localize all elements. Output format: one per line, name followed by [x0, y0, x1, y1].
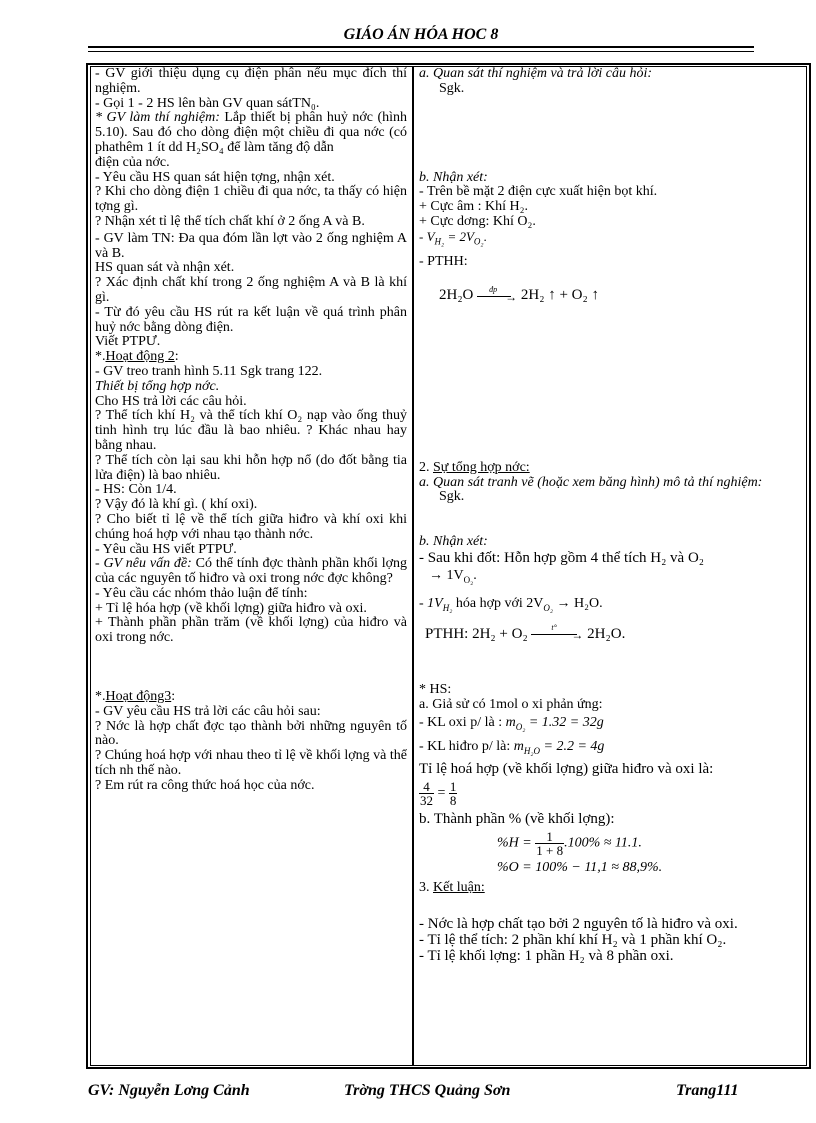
left-line: ? Vậy đó là khí gì. ( khí oxi). [95, 497, 258, 513]
teacher-activity-column [95, 67, 407, 794]
left-line: ? Nớc là hợp chất đợc tạo thành bởi những nguyên tố nào. [95, 718, 407, 749]
synthesis-heading: 2. Sự tổng hợp nớc: [419, 459, 530, 475]
hydrogen-percent: %H = $\frac{1}{1 + 8}$ .100% ≈ 11.1. [497, 828, 642, 858]
left-line: điện của nớc. [95, 154, 170, 170]
school-name: Trờng THCS Quảng Sơn [344, 1082, 511, 1099]
left-line: - GV làm TN: Đa qua đóm lần lợt vào 2 ống nghiệm A và B. [95, 230, 407, 261]
left-line: ? Em rút ra công thức hoá học của nớc. [95, 777, 315, 793]
left-line: ? Khi cho dòng điện 1 chiều đi qua nớc, ta thấy có hiện tợng gì. [95, 184, 407, 215]
left-line: ? Thể tích còn lại sau khi hỗn hợp nổ (do đốt bằng tia lửa điện) là bao nhiêu. [95, 452, 407, 483]
right-line: Tỉ lệ hoá hợp (về khối lợng) giữa hiđro và oxi là: [419, 760, 714, 777]
mass-ratio-formula: $\frac{4}{32}$ = $\frac{1}{8}$ [420, 778, 457, 808]
oxygen-percent: %O = 100% − 11,1 ≈ 88,9%. [497, 859, 663, 875]
left-line: ? Cho biết tỉ lệ về thể tích giữa hiđro và khí oxi khi chúng hoá hợp với nhau tạo thành nớc. [95, 511, 407, 542]
header-rule-thin [88, 51, 754, 52]
right-line: - Sau khi đốt: Hỗn hợp gồm 4 thể tích H₂ và O₂ [419, 549, 705, 566]
right-line: b. Thành phần % (về khối lợng): [419, 810, 615, 827]
observation-heading-2: b. Nhận xét: [419, 534, 488, 550]
activity-2-heading: *.Hoạt động 2: [95, 349, 179, 365]
electrolysis-equation: 2H₂O → đp 2H₂ ↑ + O₂ ↑ [439, 284, 599, 304]
left-line: ? Thể tích khí H₂ và thể tích khí O₂ nạp vào ống thuỷ tinh hình trụ lúc đầu là bao nhiêu. ? Khác nhau hay bằng nhau. [95, 408, 407, 453]
remaining-volume: → $1V_{O_2}$. [429, 567, 477, 585]
right-line: a. Quan sát tranh vẽ (hoặc xem băng hình) mô tả thí nghiệm: [419, 474, 763, 490]
left-line: - GV yêu cầu HS trả lời các câu hỏi sau: [95, 703, 321, 719]
left-line: Thiết bị tổng hợp nớc. [95, 378, 220, 394]
left-line: - GV nêu vấn đề: Có thể tính đợc thành phần khối lợng của các nguyên tố hiđro và oxi trong nớc đợc không? [95, 556, 408, 587]
left-line: - Từ đó yêu cầu HS rút ra kết luận về quá trình phân huỷ nớc bằng dòng điện. [95, 304, 407, 335]
right-line: Sgk. [439, 489, 465, 505]
left-line: HS quan sát và nhận xét. [95, 260, 235, 276]
left-line: - Yêu cầu HS viết PTPƯ. [95, 541, 237, 557]
right-line: - Nớc là hợp chất tạo bởi 2 nguyên tố là hiđro và oxi. [419, 916, 738, 933]
left-line: - Yêu cầu các nhóm thảo luận để tính: [95, 585, 308, 601]
activity-3-heading: *.Hoạt động3: [95, 689, 176, 705]
right-line: + Cực âm : Khí H₂. [419, 199, 529, 215]
student-activity-column [419, 67, 807, 964]
right-line: + Cực dơng: Khí O₂. [419, 213, 536, 229]
student-heading: * HS: [419, 682, 452, 698]
page-header-title: GIÁO ÁN HÓA HOC 8 [343, 26, 499, 43]
header-rule-thick [88, 46, 754, 48]
column-divider [412, 66, 414, 1066]
left-line: + Thành phần phần trăm (về khối lợng) của hiđro và oxi trong nớc. [95, 615, 407, 646]
conclusion-heading: 3. Kết luận: [419, 880, 485, 896]
hydrogen-mass: - KL hiđro p/ là: $m_{H_2O} = 2.2 = 4g$ [419, 738, 605, 756]
right-line: - PTHH: [419, 254, 468, 270]
oxygen-mass: - KL oxi p/ là : $m_{O_2} = 1.32 = 32g$ [419, 714, 604, 732]
right-line: Sgk. [439, 80, 465, 96]
reaction-arrow-icon: → t° [531, 629, 583, 639]
left-line: * GV làm thí nghiệm: Lắp thiết bị phân huỷ nớc (hình 5.10). Sau đó cho dòng điện một chiều đi qua nớc (có phathêm 1 ít dd H₂SO₄ để làm tăng độ dẫn [95, 110, 407, 155]
left-line: Cho HS trả lời các câu hỏi. [95, 393, 247, 409]
left-line: - HS: Còn 1/4. [95, 482, 177, 498]
left-line: - Gọi 1 - 2 HS lên bàn GV quan sátTN₀. [95, 95, 320, 111]
volume-ratio-formula: - $V_{H_2} = 2V_{O_2}$. [419, 228, 487, 247]
right-line: - Trên bề mặt 2 điện cực xuất hiện bọt khí. [419, 184, 658, 200]
right-line: a. Giả sử có 1mol o xi phản ứng: [419, 697, 603, 713]
right-line: a. Quan sát thí nghiệm và trả lời câu hỏi: [419, 66, 653, 81]
left-line: + Tỉ lệ hóa hợp (về khối lợng) giữa hiđro và oxi. [95, 600, 367, 616]
synthesis-equation: PTHH: 2H₂ + O₂ → t° 2H₂O. [425, 623, 626, 643]
observation-heading: b. Nhận xét: [419, 169, 488, 185]
right-line: - Tỉ lệ thể tích: 2 phần khí khí H₂ và 1 phần khí O₂. [419, 932, 727, 949]
combination-ratio: - $1V_{H_2}$ hóa hợp với $2V_{O_2} \to H_2O$. [419, 595, 603, 613]
teacher-name: GV: Nguyễn Lơng Cảnh [88, 1082, 250, 1099]
left-line: ? Xác định chất khí trong 2 ống nghiệm A và B là khí gì. [95, 275, 407, 305]
right-line: - Tỉ lệ khối lợng: 1 phần H₂ và 8 phần oxi. [419, 948, 674, 965]
reaction-arrow-icon: → đp [477, 291, 517, 301]
left-line: Viết PTPƯ. [95, 334, 161, 350]
left-line: ? Chúng hoá hợp với nhau theo tỉ lệ về khối lợng và thể tích nh thế nào. [95, 748, 407, 779]
left-line: - GV treo tranh hình 5.11 Sgk trang 122. [95, 363, 323, 379]
left-line: - Yêu cầu HS quan sát hiện tợng, nhận xét. [95, 169, 335, 185]
left-line: - GV giới thiệu dụng cụ điện phân nếu mục đích thí nghiệm. [95, 66, 407, 96]
left-line: ? Nhận xét tỉ lệ thể tích chất khí ở 2 ống A và B. [95, 213, 365, 229]
page-number: Trang111 [676, 1082, 739, 1099]
